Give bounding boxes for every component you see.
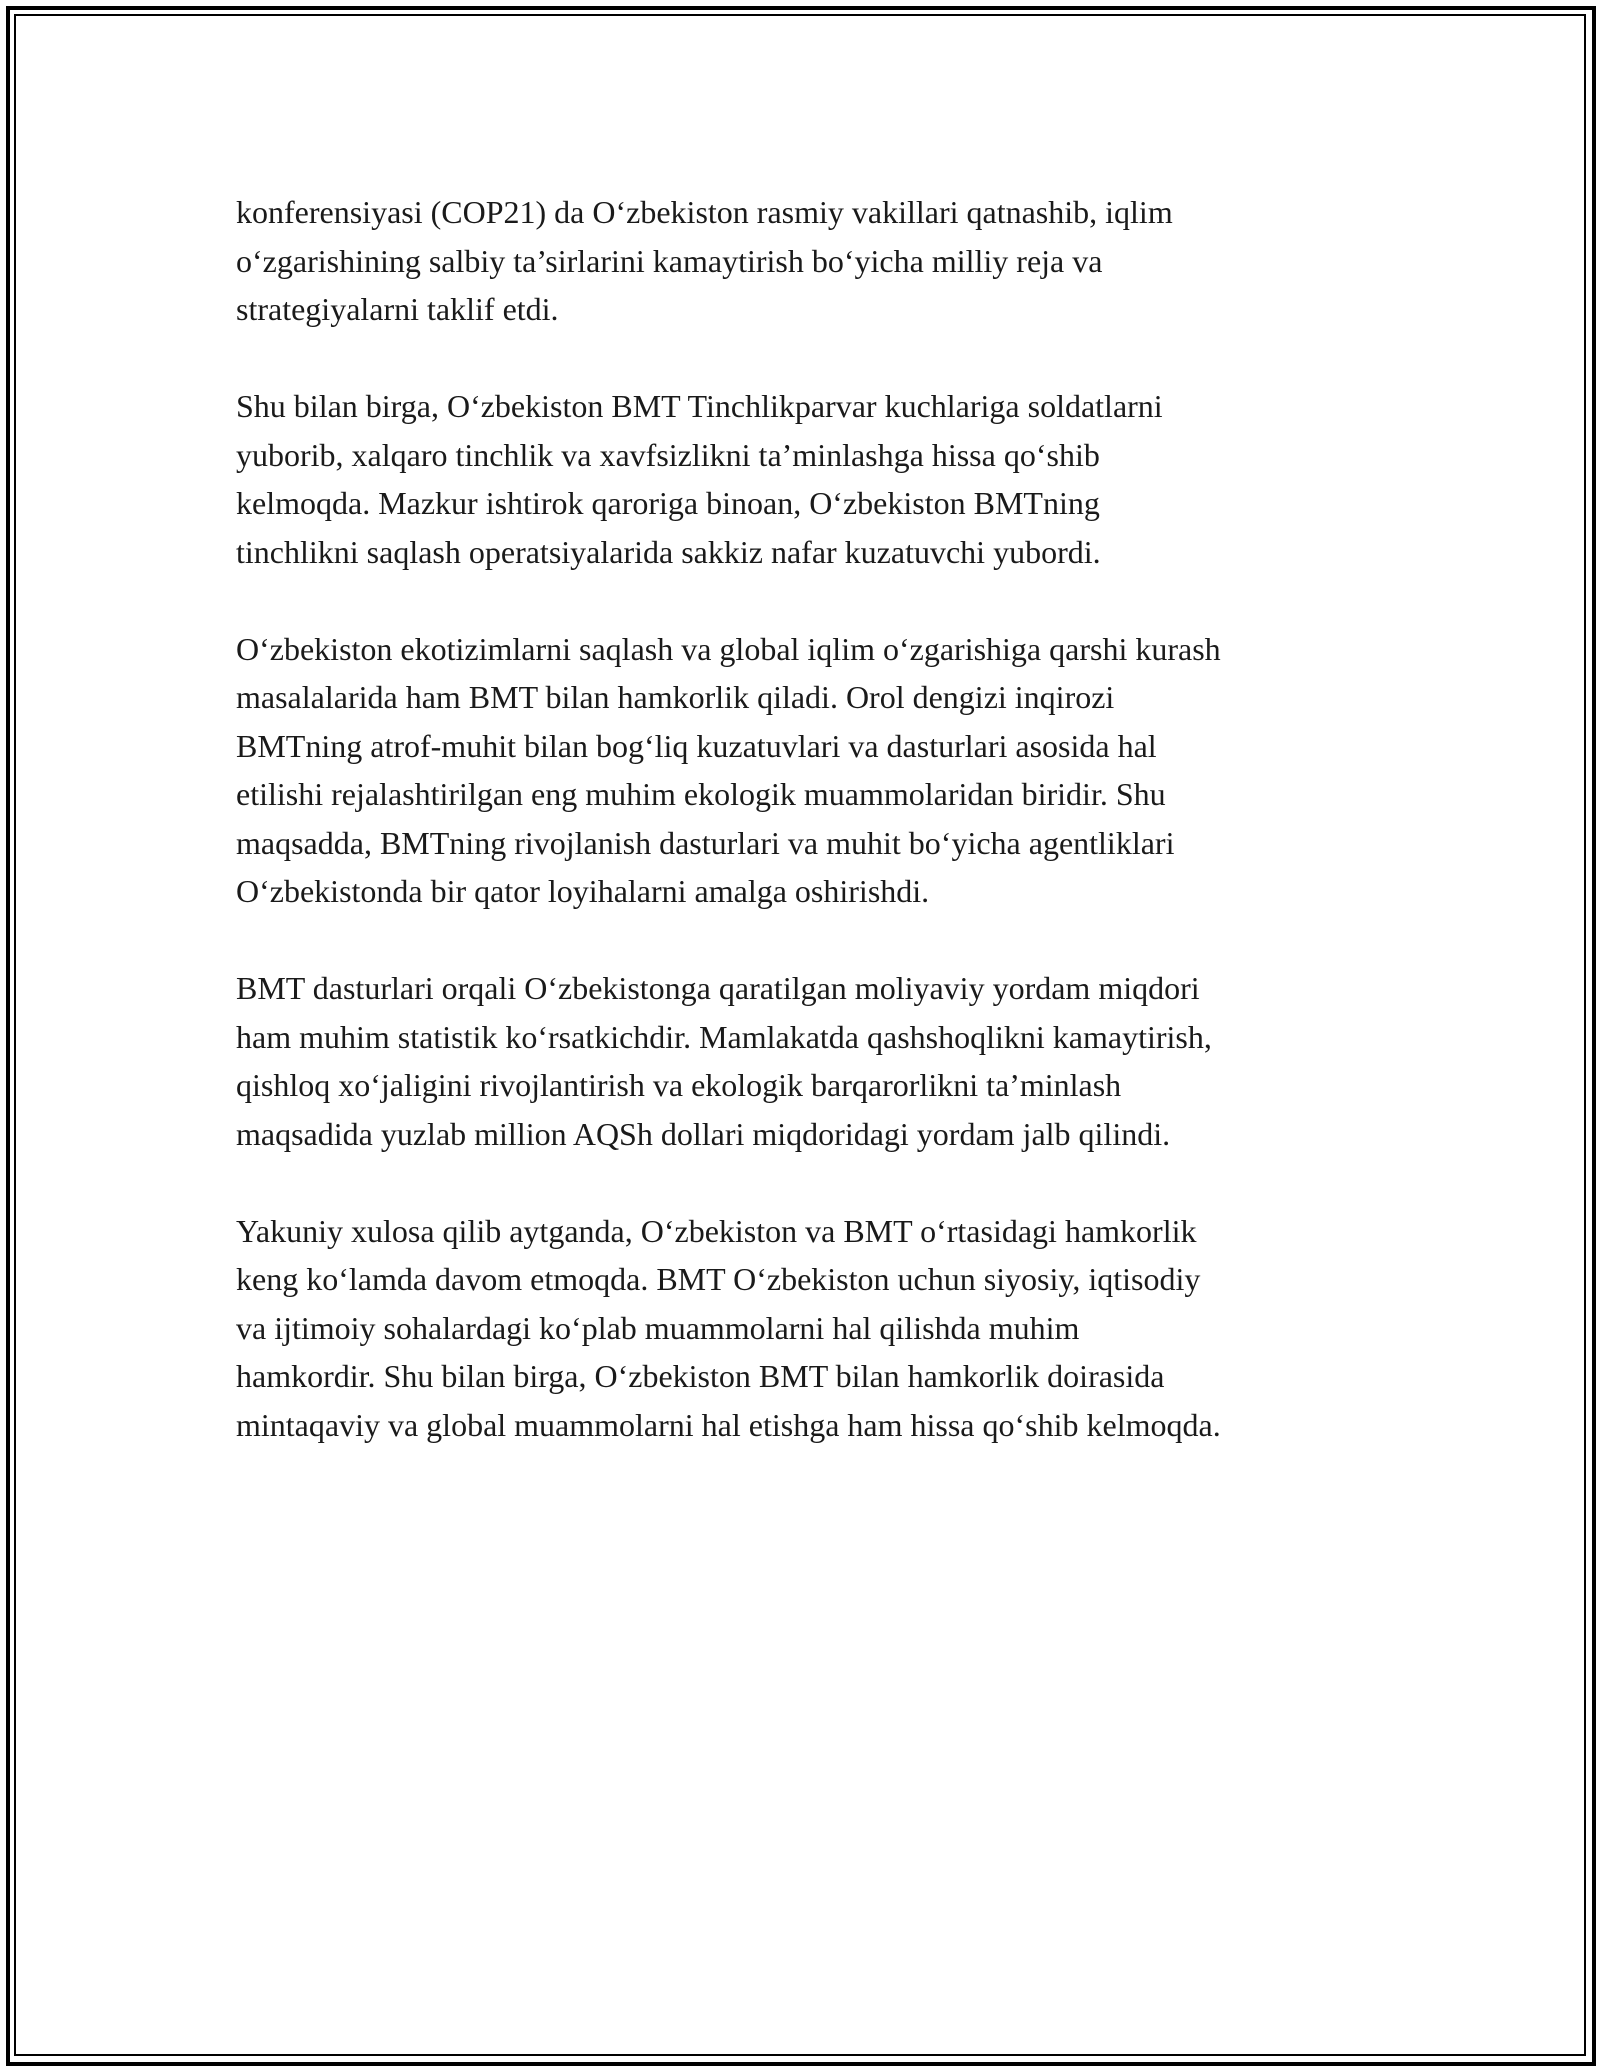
text-line: Yakuniy xulosa qilib aytganda, O‘zbekiston va BMT o‘rtasidagi hamkorlik [236,1212,1197,1249]
text-line: konferensiyasi (COP21) da O‘zbekiston rasmiy vakillari qatnashib, iqlim [236,194,1173,230]
text-line: strategiyalarni taklif etdi. [236,291,559,327]
text-line: yuborib, xalqaro tinchlik va xavfsizlikni ta’minlashga hissa qo‘shib [236,436,1100,473]
text-line: etilishi rejalashtirilgan eng muhim ekologik muammolaridan biridir. Shu [236,776,1166,812]
text-line: kelmoqda. Mazkur ishtirok qaroriga binoan, O‘zbekiston BMTning [236,485,1100,521]
text-line: maqsadida yuzlab million AQSh dollari miqdoridagi yordam jalb qilindi. [236,1115,1171,1152]
paragraph-cop21 [236,188,1396,334]
text-line: BMT dasturlari orqali O‘zbekistonga qaratilgan moliyaviy yordam miqdori [236,970,1200,1006]
text-line: hamkordir. Shu bilan birga, O‘zbekiston BMT bilan hamkorlik doirasida [236,1358,1165,1394]
paragraph-conclusion [236,1207,1396,1450]
text-line: tinchlikni saqlash operatsiyalarida sakkiz nafar kuzatuvchi yubordi. [236,533,1101,570]
text-line: keng ko‘lamda davom etmoqda. BMT O‘zbekiston uchun siyosiy, iqtisodiy [236,1261,1201,1297]
text-line: maqsadda, BMTning rivojlanish dasturlari va muhit bo‘yicha agentliklari [236,824,1175,861]
text-line: mintaqaviy va global muammolarni hal etishga ham hissa qo‘shib kelmoqda. [236,1406,1221,1443]
text-line: qishloq xo‘jaligini rivojlantirish va ekologik barqarorlikni ta’minlash [236,1067,1122,1103]
text-line: va ijtimoiy sohalardagi ko‘plab muammolarni hal qilishda muhim [236,1309,1080,1346]
text-line: o‘zgarishining salbiy ta’sirlarini kamaytirish bo‘yicha milliy reja va [236,242,1103,279]
paragraph-peacekeeping [236,382,1396,576]
paragraph-financial-aid [236,964,1396,1158]
text-line: ham muhim statistik ko‘rsatkichdir. Mamlakatda qashshoqlikni kamaytirish, [236,1018,1212,1055]
text-line: O‘zbekiston ekotizimlarni saqlash va global iqlim o‘zgarishiga qarshi kurash [236,630,1221,667]
document-body [236,188,1396,1498]
text-line: BMTning atrof-muhit bilan bog‘liq kuzatuvlari va dasturlari asosida hal [236,727,1157,764]
paragraph-ecosystems [236,625,1396,916]
text-line: Shu bilan birga, O‘zbekiston BMT Tinchlikparvar kuchlariga soldatlarni [236,388,1163,424]
text-line: O‘zbekistonda bir qator loyihalarni amalga oshirishdi. [236,873,930,909]
text-line: masalalarida ham BMT bilan hamkorlik qiladi. Orol dengizi inqirozi [236,679,1115,715]
